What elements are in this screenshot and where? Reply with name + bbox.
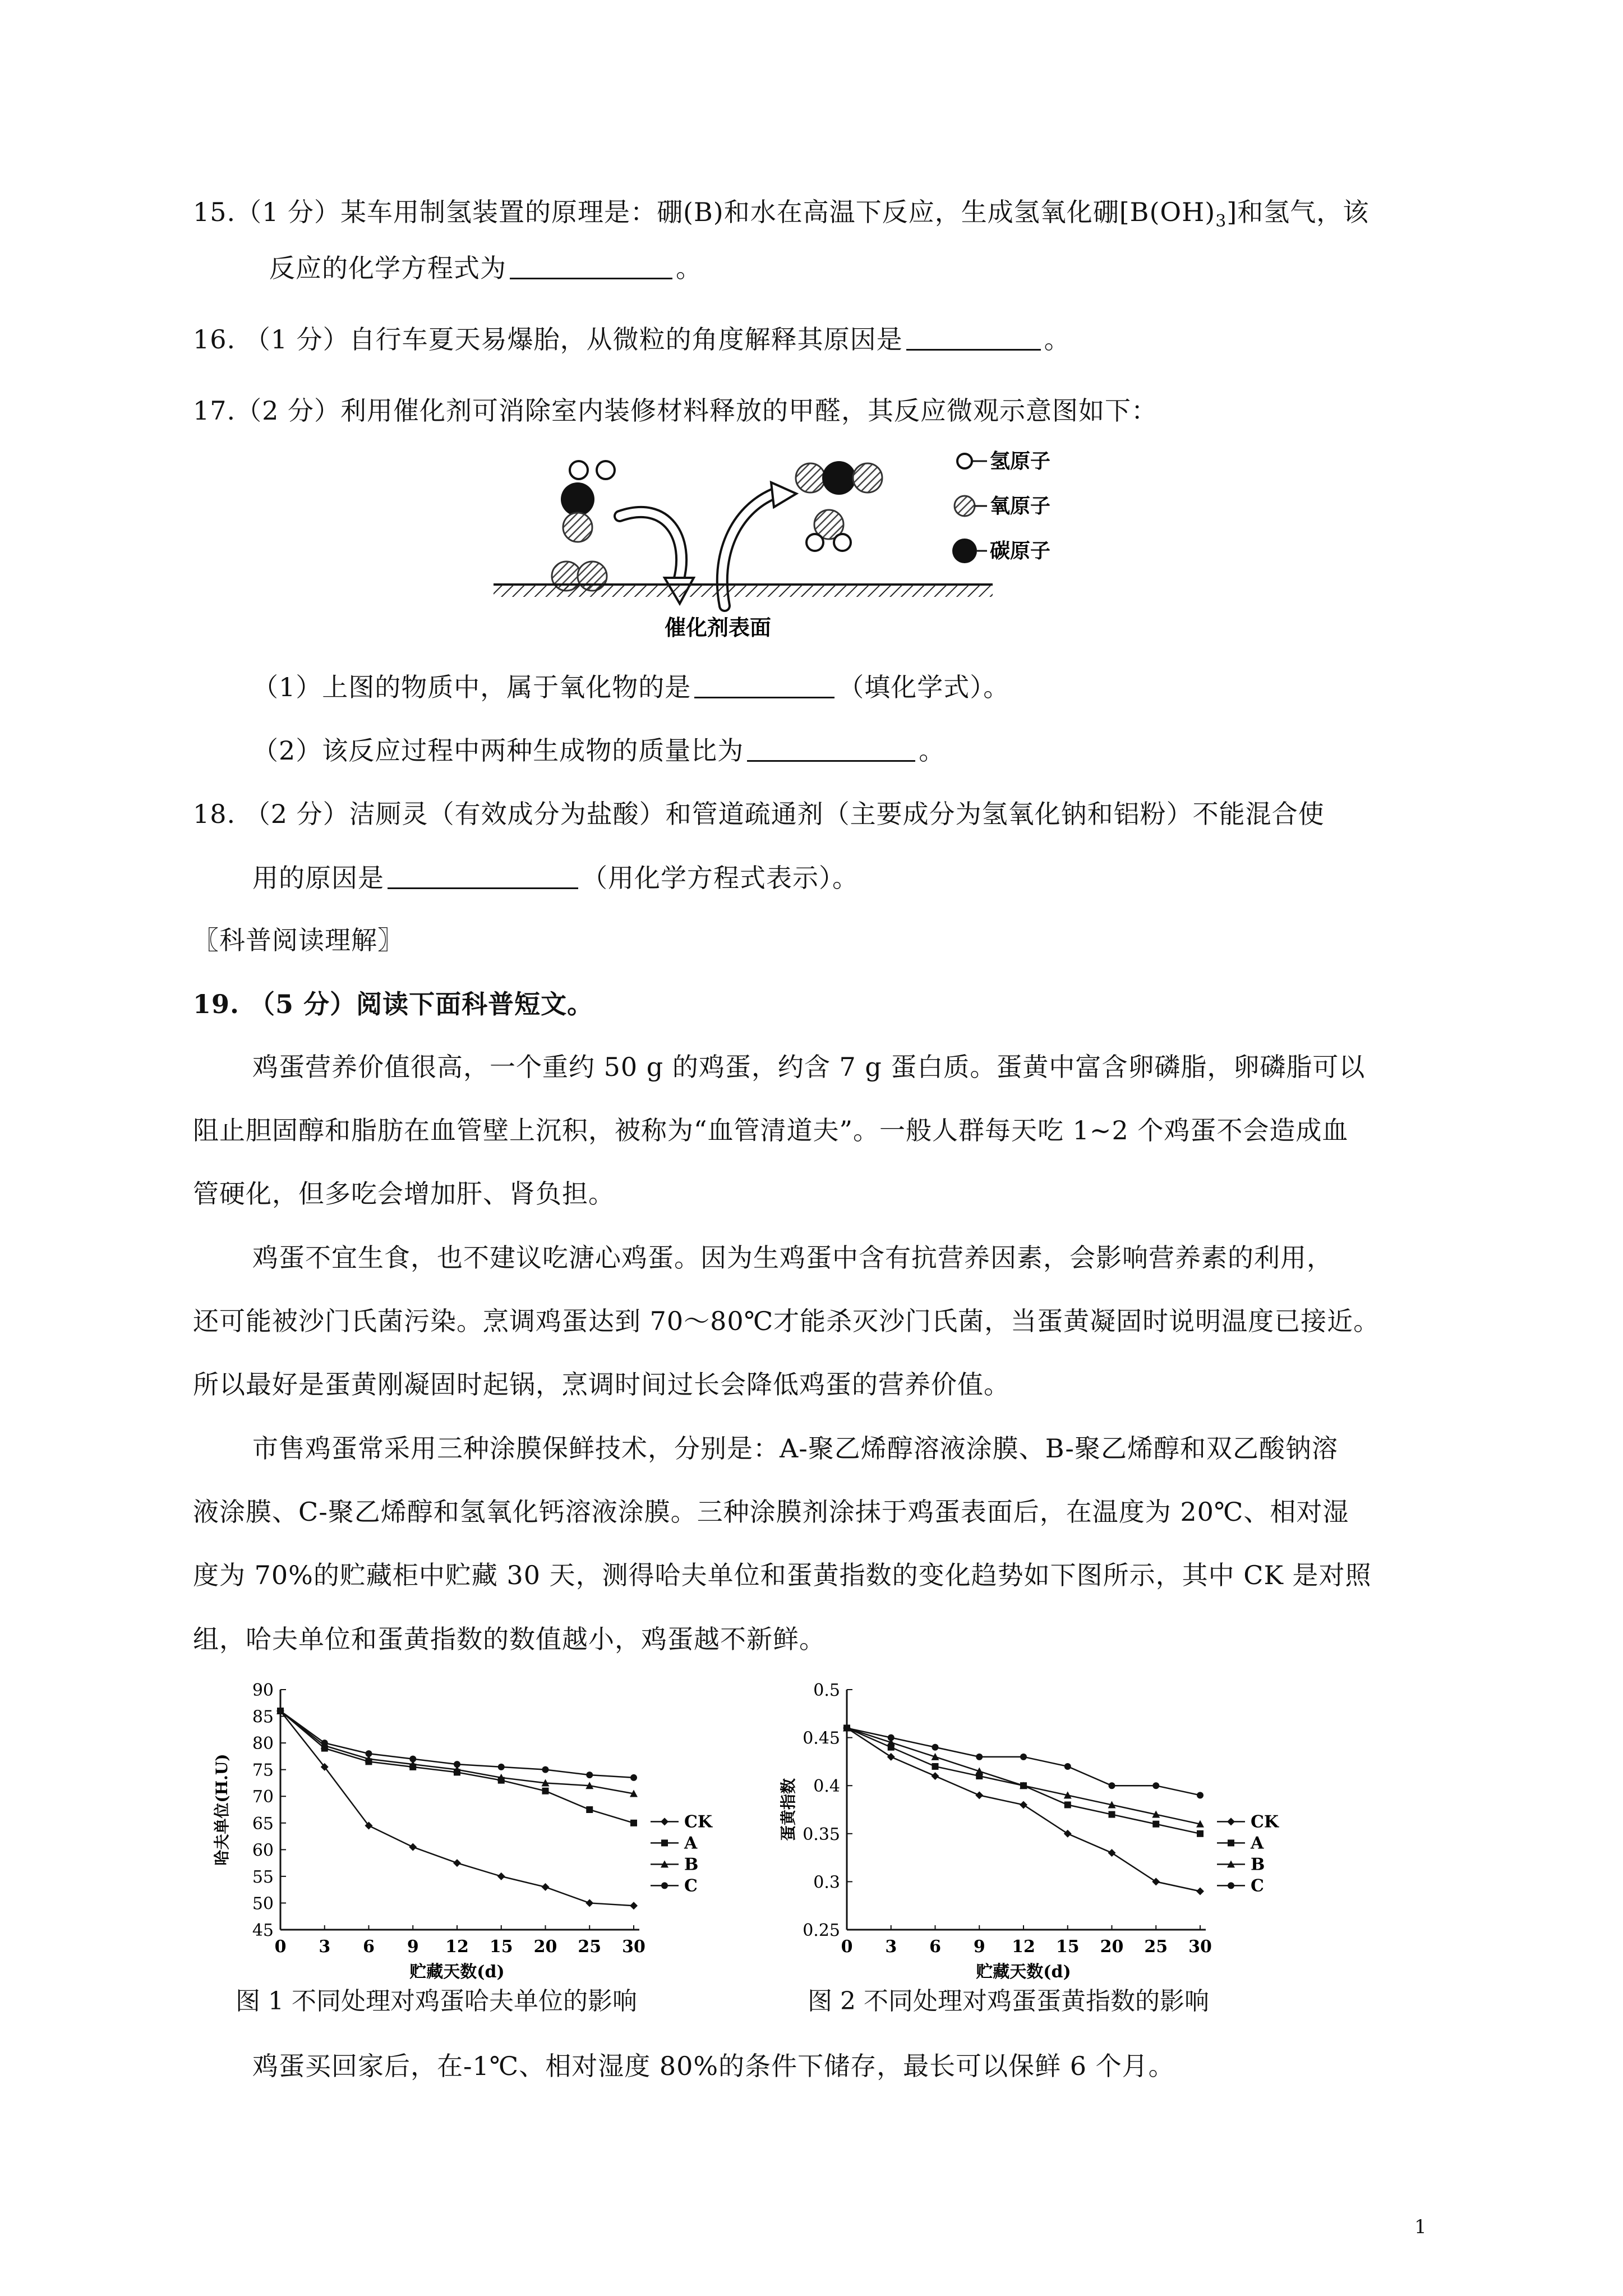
x-tick-label: 12 xyxy=(1012,1937,1035,1957)
data-point-ck xyxy=(887,1753,895,1761)
q18-line2: 用的原因是 （用化学方程式表示）。 xyxy=(252,863,859,893)
y-tick-label: 75 xyxy=(252,1760,274,1780)
data-point-a xyxy=(932,1763,939,1770)
y-tick-label: 0.3 xyxy=(813,1872,840,1893)
q19-p2-line1: 鸡蛋不宜生食，也不建议吃溏心鸡蛋。因为生鸡蛋中含有抗营养因素，会影响营养素的利用， xyxy=(252,1243,1333,1273)
legend-label-a: A xyxy=(684,1833,698,1853)
data-point-c xyxy=(409,1756,416,1763)
x-tick-label: 3 xyxy=(319,1937,331,1957)
legend-marker xyxy=(661,1882,668,1889)
data-point-c xyxy=(932,1744,939,1751)
data-point-ck xyxy=(630,1902,638,1910)
data-point-c xyxy=(976,1754,983,1760)
series-line-b xyxy=(847,1728,1200,1824)
x-tick-label: 30 xyxy=(1188,1937,1212,1957)
legend-label-ck: CK xyxy=(684,1812,712,1832)
legend-label-b: B xyxy=(684,1855,699,1875)
chart-haugh-unit xyxy=(213,1677,808,1991)
data-point-c xyxy=(586,1772,593,1778)
q16-text: 16. （1 分）自行车夏天易爆胎，从微粒的角度解释其原因是 。 xyxy=(193,324,1071,355)
figure-caption-2: 图 2 不同处理对鸡蛋蛋黄指数的影响 xyxy=(808,1987,1209,2016)
data-point-ck xyxy=(1064,1830,1072,1838)
data-point-c xyxy=(1152,1782,1159,1789)
answer-blank[interactable] xyxy=(510,255,672,279)
data-point-ck xyxy=(585,1899,593,1907)
data-point-ck xyxy=(975,1791,983,1799)
data-point-a xyxy=(1197,1830,1204,1837)
y-tick-label: 0.35 xyxy=(803,1824,840,1844)
y-tick-label: 60 xyxy=(252,1841,274,1861)
x-tick-label: 15 xyxy=(1055,1937,1080,1957)
data-point-c xyxy=(366,1750,372,1757)
q19-p3-line3: 度为 70%的贮藏柜中贮藏 30 天，测得哈夫单位和蛋黄指数的变化趋势如下图所示，其中 CK 是对照 xyxy=(193,1560,1372,1590)
q18-line1: 18. （2 分）洁厕灵（有效成分为盐酸）和管道疏通剂（主要成分为氢氧化钠和铝粉）不能混合使 xyxy=(193,799,1325,829)
data-point-c xyxy=(888,1734,895,1741)
formaldehyde-molecule xyxy=(561,461,615,542)
series-line-b xyxy=(280,1711,634,1793)
x-axis-title: 贮藏天数(d) xyxy=(409,1962,505,1982)
q19-p2-line3: 所以最好是蛋黄刚凝固时起锅，烹调时间过长会降低鸡蛋的营养价值。 xyxy=(193,1369,1010,1400)
data-point-a xyxy=(586,1806,593,1813)
carbon-dioxide-molecule xyxy=(796,461,882,495)
x-tick-label: 0 xyxy=(274,1937,287,1957)
answer-blank[interactable] xyxy=(694,674,834,698)
x-tick-label: 6 xyxy=(363,1937,375,1957)
data-point-ck xyxy=(409,1843,417,1851)
series-line-a xyxy=(847,1728,1200,1833)
q19-p2-line2: 还可能被沙门氏菌污染。烹调鸡蛋达到 70～80℃才能杀灭沙门氏菌，当蛋黄凝固时说明温度已接近。 xyxy=(193,1306,1380,1336)
data-point-ck xyxy=(932,1772,939,1780)
q17-sub2: （2）该反应过程中两种生成物的质量比为 。 xyxy=(252,735,946,766)
data-point-c xyxy=(1109,1782,1115,1789)
y-tick-label: 0.5 xyxy=(813,1681,840,1700)
q15-line2: 反应的化学方程式为 。 xyxy=(269,253,702,283)
x-tick-label: 9 xyxy=(407,1937,419,1957)
y-axis-title: 蛋黄指数 xyxy=(779,1778,797,1842)
surface-label: 催化剂表面 xyxy=(665,615,772,640)
chart-yolk-index xyxy=(768,1677,1357,1991)
x-tick-label: 3 xyxy=(885,1937,897,1957)
y-tick-label: 45 xyxy=(252,1921,274,1940)
data-point-ck xyxy=(497,1872,505,1880)
y-tick-label: 65 xyxy=(252,1814,274,1834)
water-molecule xyxy=(806,510,851,551)
legend-oxygen: 氧原子 xyxy=(990,494,1051,518)
legend-carbon: 碳原子 xyxy=(990,539,1051,563)
y-tick-label: 70 xyxy=(252,1787,274,1807)
q19-p3-line1: 市售鸡蛋常采用三种涂膜保鲜技术，分别是：A-聚乙烯醇溶液涂膜、B-聚乙烯醇和双乙酸钠溶 xyxy=(252,1433,1338,1464)
series-line-ck xyxy=(280,1711,634,1906)
x-axis-title: 贮藏天数(d) xyxy=(976,1962,1071,1982)
y-tick-label: 55 xyxy=(252,1867,274,1887)
x-tick-label: 25 xyxy=(1144,1937,1168,1957)
hydrogen-atom-icon xyxy=(957,454,972,468)
x-tick-label: 9 xyxy=(973,1937,985,1957)
oxygen-atom-icon xyxy=(955,496,975,516)
q17-sub1: （1）上图的物质中，属于氧化物的是 （填化学式）。 xyxy=(252,672,1010,702)
y-tick-label: 50 xyxy=(252,1894,274,1914)
q17-text: 17.（2 分）利用催化剂可消除室内装修材料释放的甲醛，其反应微观示意图如下： xyxy=(193,395,1158,426)
legend-hydrogen: 氢原子 xyxy=(990,449,1051,473)
x-tick-label: 12 xyxy=(445,1937,469,1957)
answer-blank[interactable] xyxy=(906,326,1041,351)
answer-blank[interactable] xyxy=(388,865,578,889)
data-point-a xyxy=(1109,1811,1115,1818)
data-point-c xyxy=(1064,1763,1071,1770)
legend-marker xyxy=(661,1839,668,1846)
q19-p3-line4: 组，哈夫单位和蛋黄指数的数值越小，鸡蛋越不新鲜。 xyxy=(193,1624,826,1654)
section-heading: 〖科普阅读理解〗 xyxy=(193,925,404,955)
data-point-a xyxy=(630,1820,637,1826)
legend-label-a: A xyxy=(1251,1833,1264,1853)
y-tick-label: 0.45 xyxy=(803,1728,840,1749)
q19-p4: 鸡蛋买回家后，在-1℃、相对湿度 80%的条件下储存，最长可以保鲜 6 个月。 xyxy=(252,2051,1175,2081)
data-point-c xyxy=(630,1774,637,1781)
legend-label-b: B xyxy=(1251,1855,1265,1875)
x-tick-label: 6 xyxy=(929,1937,941,1957)
data-point-a xyxy=(1152,1821,1159,1828)
q19-title: 19. （5 分）阅读下面科普短文。 xyxy=(193,989,594,1019)
data-point-c xyxy=(454,1761,460,1768)
data-point-ck xyxy=(1196,1888,1204,1895)
reaction-micro-diagram xyxy=(494,438,1051,645)
y-tick-label: 80 xyxy=(252,1734,274,1754)
y-tick-label: 0.25 xyxy=(803,1921,840,1940)
x-tick-label: 30 xyxy=(622,1937,645,1957)
data-point-ck xyxy=(542,1883,550,1891)
catalyst-surface xyxy=(494,585,993,597)
legend-marker xyxy=(661,1818,668,1825)
q19-p1-line1: 鸡蛋营养价值很高，一个重约 50 g 的鸡蛋，约含 7 g 蛋白质。蛋黄中富含卵磷脂，卵磷脂可以 xyxy=(252,1052,1366,1082)
q15-line1: 15.（1 分）某车用制氢装置的原理是：硼(B)和水在高温下反应，生成氢氧化硼$[B(OH)_3]$和氢气，该 xyxy=(193,197,1370,232)
x-tick-label: 0 xyxy=(841,1937,853,1957)
carbon-atom-icon xyxy=(952,539,977,563)
legend-label-c: C xyxy=(1251,1876,1264,1896)
data-point-ck xyxy=(1152,1878,1160,1885)
data-point-c xyxy=(498,1764,505,1770)
x-tick-label: 25 xyxy=(578,1937,602,1957)
data-point-c xyxy=(321,1740,328,1746)
data-point-c xyxy=(843,1724,850,1731)
page-number: 1 xyxy=(1414,2216,1427,2238)
x-tick-label: 20 xyxy=(533,1937,557,1957)
x-tick-label: 20 xyxy=(1100,1937,1124,1957)
diagram-legend xyxy=(952,449,1050,563)
q19-p3-line2: 液涂膜、C-聚乙烯醇和氢氧化钙溶液涂膜。三种涂膜剂涂抹于鸡蛋表面后，在温度为 20℃、相对湿 xyxy=(193,1497,1349,1527)
data-point-ck xyxy=(1108,1849,1116,1857)
data-point-c xyxy=(1020,1754,1027,1760)
legend-marker xyxy=(1228,1839,1234,1846)
legend-marker xyxy=(1227,1818,1235,1825)
y-tick-label: 0.4 xyxy=(813,1777,840,1797)
data-point-c xyxy=(277,1708,284,1714)
data-point-a xyxy=(542,1788,549,1795)
answer-blank[interactable] xyxy=(747,738,915,762)
data-point-c xyxy=(1197,1792,1204,1798)
data-point-ck xyxy=(453,1859,461,1867)
y-tick-label: 85 xyxy=(252,1707,274,1727)
y-axis-title: 哈夫单位(H.U) xyxy=(213,1754,231,1866)
figure-caption-1: 图 1 不同处理对鸡蛋哈夫单位的影响 xyxy=(236,1987,637,2016)
q19-p1-line2: 阻止胆固醇和脂肪在血管壁上沉积，被称为“血管清道夫”。一般人群每天吃 1~2 个鸡蛋不会造成血 xyxy=(193,1115,1349,1145)
legend-label-c: C xyxy=(684,1876,698,1896)
q19-p1-line3: 管硬化，但多吃会增加肝、肾负担。 xyxy=(193,1179,615,1209)
data-point-c xyxy=(542,1766,549,1773)
series-line-ck xyxy=(847,1728,1200,1891)
y-tick-label: 90 xyxy=(252,1681,274,1700)
data-point-a xyxy=(1064,1801,1071,1808)
data-point-ck xyxy=(1020,1801,1027,1809)
legend-marker xyxy=(1228,1882,1234,1889)
legend-label-ck: CK xyxy=(1251,1812,1279,1832)
x-tick-label: 15 xyxy=(489,1937,513,1957)
